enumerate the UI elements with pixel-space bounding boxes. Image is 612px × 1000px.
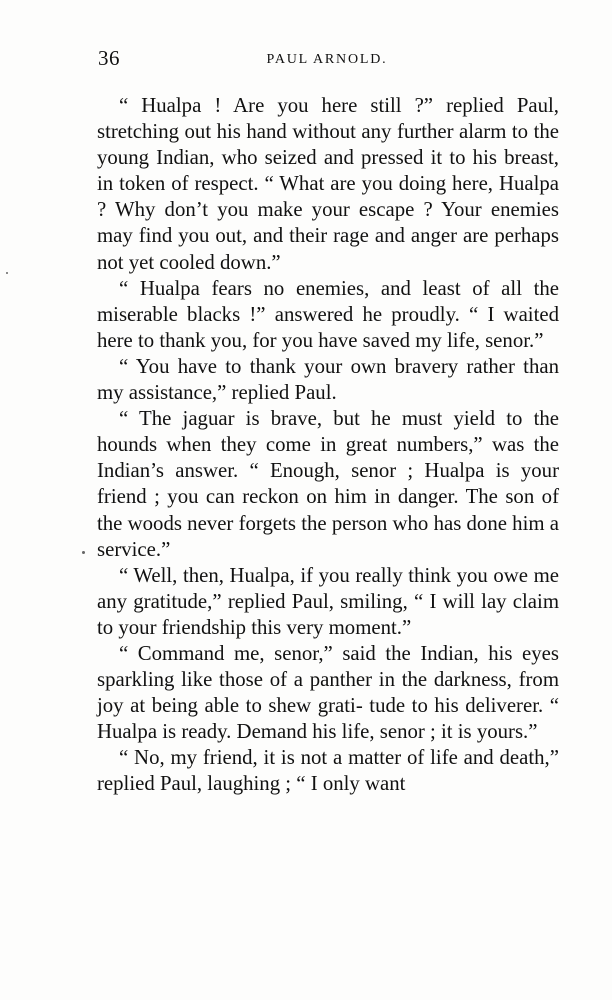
paragraph: “ Hualpa fears no enemies, and least of all the miserable blacks !” answered he proudly. “ I waited here to thank you, for you have saved my life, senor.” bbox=[97, 276, 559, 352]
body-text bbox=[97, 93, 559, 798]
print-speck bbox=[82, 551, 85, 554]
paragraph: “ The jaguar is brave, but he must yield to the hounds when they come in great numbers,” was the Indian’s answer. “ Enough, senor ; Hualpa is your friend ; you can reckon on him in danger. The son of the woods never forgets the person who has done him a service.” bbox=[97, 407, 559, 561]
paragraph: “ Hualpa ! Are you here still ?” replied Paul, stretching out his hand without any further alarm to the young Indian, who seized and pressed it to his breast, in token of respect. “ What are you doing here, Hualpa ? Why don’t you make your escape ? Your enemies may find you out, and their rage and anger are perhaps not yet cooled down.” bbox=[97, 94, 559, 274]
running-title: PAUL ARNOLD. bbox=[266, 52, 388, 67]
print-speck bbox=[6, 272, 8, 274]
paragraph: “ You have to thank your own bravery rather than my assistance,” replied Paul. bbox=[97, 354, 559, 405]
page-number: 36 bbox=[98, 46, 120, 70]
paragraph: “ No, my friend, it is not a matter of life and death,” replied Paul, laughing ; “ I only want bbox=[97, 746, 559, 796]
paragraph: “ Well, then, Hualpa, if you really think you owe me any gratitude,” replied Paul, smiling, “ I will lay claim to your friendship this very moment.” bbox=[97, 563, 559, 639]
running-header bbox=[98, 46, 556, 78]
paragraph: “ Command me, senor,” said the Indian, his eyes sparkling like those of a panther in the darkness, from joy at being able to shew grati- tude to his deliverer. “ Hualpa is ready. Demand his life, senor ; it is yours.” bbox=[97, 641, 559, 744]
